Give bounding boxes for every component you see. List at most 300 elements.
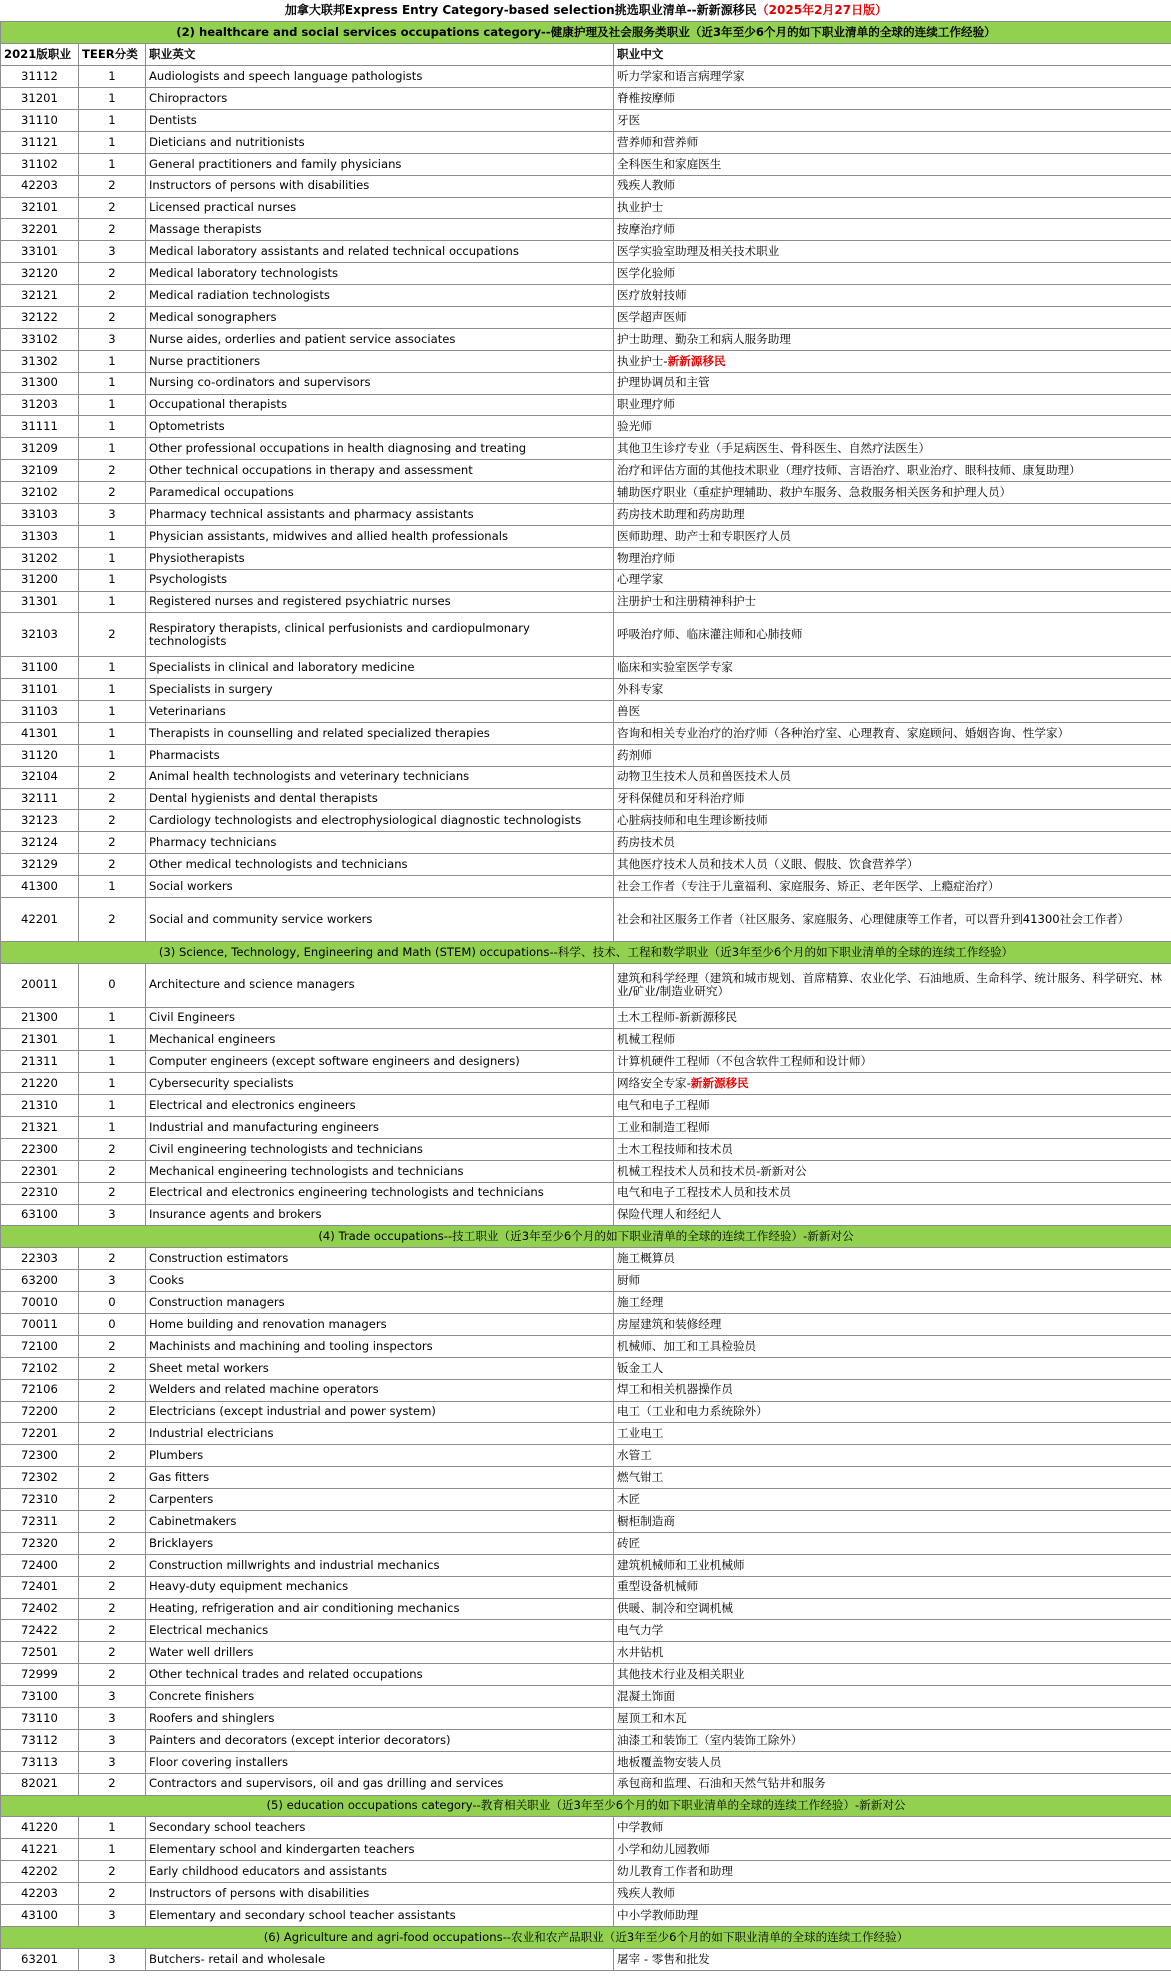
occupation-chinese <box>614 1007 1171 1029</box>
occupation-english: Other medical technologists and technicians <box>146 854 614 876</box>
occupation-english: Pharmacists <box>146 744 614 766</box>
occupation-chinese <box>614 1051 1171 1073</box>
occupation-chinese <box>614 372 1171 394</box>
occupation-code: 31202 <box>1 547 79 569</box>
occupation-code: 22303 <box>1 1248 79 1270</box>
teer-category: 1 <box>79 525 146 547</box>
table-row <box>1 1620 1171 1642</box>
occupation-code: 41300 <box>1 876 79 898</box>
occupation-english: Animal health technologists and veterinary technicians <box>146 766 614 788</box>
occupation-code: 70011 <box>1 1313 79 1335</box>
teer-category: 2 <box>79 263 146 285</box>
occupation-chinese-text: 牙医 <box>617 112 641 127</box>
teer-category: 3 <box>79 1948 146 1970</box>
teer-category: 1 <box>79 1073 146 1095</box>
occupation-chinese <box>614 1598 1171 1620</box>
occupation-english: Welders and related machine operators <box>146 1379 614 1401</box>
section-heading: (6) Agriculture and agri-food occupations--农业和农产品职业（近3年至少6个月的如下职业清单的全球的连续工作经验） <box>1 1926 1171 1948</box>
teer-category: 2 <box>79 1576 146 1598</box>
teer-category: 1 <box>79 547 146 569</box>
occupation-chinese <box>614 1160 1171 1182</box>
section-heading: (4) Trade occupations--技工职业（近3年至少6个月的如下职业清单的全球的连续工作经验）-新新对公 <box>1 1226 1171 1248</box>
occupation-english: Medical radiation technologists <box>146 285 614 307</box>
occupation-english: Medical laboratory assistants and related technical occupations <box>146 241 614 263</box>
occupation-chinese-text: 中小学教师助理 <box>617 1907 699 1922</box>
occupation-chinese-text: 木匠 <box>617 1491 641 1506</box>
table-row <box>1 241 1171 263</box>
occupation-code: 32103 <box>1 613 79 657</box>
occupation-english: Carpenters <box>146 1489 614 1511</box>
occupation-chinese-text: 工业和制造工程师 <box>617 1119 710 1134</box>
teer-category: 2 <box>79 1664 146 1686</box>
occupation-english: Butchers- retail and wholesale <box>146 1948 614 1970</box>
occupation-chinese-text: 心脏病技师和电生理诊断技师 <box>617 813 768 828</box>
occupation-english: Civil engineering technologists and technicians <box>146 1138 614 1160</box>
table-row <box>1 175 1171 197</box>
occupation-code: 72400 <box>1 1554 79 1576</box>
table-row <box>1 854 1171 876</box>
occupation-chinese <box>614 963 1171 1007</box>
occupation-chinese-text: 屋顶工和木瓦 <box>617 1710 687 1725</box>
occupation-chinese <box>614 1489 1171 1511</box>
table-row <box>1 109 1171 131</box>
occupation-chinese-text: 呼吸治疗师、临床灌注师和心肺技师 <box>617 627 803 642</box>
occupation-english: Medical laboratory technologists <box>146 263 614 285</box>
occupation-chinese <box>614 1138 1171 1160</box>
occupation-english: Specialists in surgery <box>146 679 614 701</box>
occupation-english: Early childhood educators and assistants <box>146 1861 614 1883</box>
teer-category: 2 <box>79 1357 146 1379</box>
occupation-chinese-text: 心理学家 <box>617 572 664 587</box>
highlight-tag: 新新源移民 <box>667 353 726 368</box>
occupation-english: Roofers and shinglers <box>146 1708 614 1730</box>
occupation-chinese-text: 兽医 <box>617 703 641 718</box>
occupation-english: Chiropractors <box>146 88 614 110</box>
table-row <box>1 1270 1171 1292</box>
occupation-english: Construction managers <box>146 1292 614 1314</box>
teer-category: 3 <box>79 241 146 263</box>
occupation-code: 33102 <box>1 328 79 350</box>
teer-category: 2 <box>79 832 146 854</box>
occupation-chinese-text: 残疾人教师 <box>617 178 675 193</box>
occupation-english: Home building and renovation managers <box>146 1313 614 1335</box>
occupation-chinese-text: 建筑机械师和工业机械师 <box>617 1557 745 1572</box>
occupation-chinese-text: 工业电工 <box>617 1426 664 1441</box>
table-row <box>1 1423 1171 1445</box>
occupation-code: 43100 <box>1 1905 79 1927</box>
teer-category: 2 <box>79 1248 146 1270</box>
occupation-english: Civil Engineers <box>146 1007 614 1029</box>
teer-category: 1 <box>79 394 146 416</box>
teer-category: 1 <box>79 1817 146 1839</box>
occupation-chinese <box>614 1204 1171 1226</box>
occupation-code: 31111 <box>1 416 79 438</box>
table-row <box>1 1313 1171 1335</box>
occupation-chinese <box>614 1270 1171 1292</box>
occupation-chinese-text: 施工概算员 <box>617 1251 675 1266</box>
table-row <box>1 1642 1171 1664</box>
occupation-chinese-text: 听力学家和语言病理学家 <box>617 68 745 83</box>
occupation-english: Cardiology technologists and electrophysiological diagnostic technologists <box>146 810 614 832</box>
occupation-english: Industrial electricians <box>146 1423 614 1445</box>
occupation-code: 72300 <box>1 1445 79 1467</box>
occupation-chinese <box>614 1708 1171 1730</box>
occupation-english: Therapists in counselling and related specialized therapies <box>146 722 614 744</box>
occupation-english: Nurse practitioners <box>146 350 614 372</box>
occupation-code: 22310 <box>1 1182 79 1204</box>
occupation-chinese <box>614 876 1171 898</box>
teer-category: 2 <box>79 1335 146 1357</box>
occupation-code: 72102 <box>1 1357 79 1379</box>
table-row <box>1 722 1171 744</box>
occupation-chinese-text: 水井钻机 <box>617 1645 664 1660</box>
occupation-code: 70010 <box>1 1292 79 1314</box>
occupation-chinese-text: 其他技术行业及相关职业 <box>617 1667 745 1682</box>
teer-category: 1 <box>79 153 146 175</box>
teer-category: 2 <box>79 482 146 504</box>
occupation-chinese-text: 焊工和相关机器操作员 <box>617 1382 733 1397</box>
occupation-chinese-text: 供暖、制冷和空调机械 <box>617 1601 733 1616</box>
occupation-chinese <box>614 197 1171 219</box>
table-row <box>1 482 1171 504</box>
table-row <box>1 1511 1171 1533</box>
occupation-chinese <box>614 1751 1171 1773</box>
teer-category: 1 <box>79 131 146 153</box>
teer-category: 1 <box>79 701 146 723</box>
occupation-chinese-text: 小学和幼儿园教师 <box>617 1842 710 1857</box>
occupation-code: 31100 <box>1 657 79 679</box>
table-row <box>1 438 1171 460</box>
occupation-chinese-text: 电工（工业和电力系统除外） <box>617 1404 768 1419</box>
occupation-code: 73113 <box>1 1751 79 1773</box>
occupation-code: 33101 <box>1 241 79 263</box>
occupation-english: Physician assistants, midwives and allied health professionals <box>146 525 614 547</box>
occupation-chinese-text: 网络安全专家- <box>617 1075 691 1090</box>
occupation-english: Pharmacy technical assistants and pharmacy assistants <box>146 503 614 525</box>
occupation-code: 22301 <box>1 1160 79 1182</box>
teer-category: 1 <box>79 591 146 613</box>
occupation-chinese-text: 社会和社区服务工作者（社区服务、家庭服务、心理健康等工作者，可以晋升到41300社会工作者） <box>617 911 1130 926</box>
occupation-code: 32102 <box>1 482 79 504</box>
teer-category: 1 <box>79 372 146 394</box>
occupation-english: Mechanical engineers <box>146 1029 614 1051</box>
title-main: 加拿大联邦Express Entry Category-based selection挑选职业清单--新新源移民 <box>284 2 757 17</box>
teer-category: 0 <box>79 963 146 1007</box>
occupation-code: 72201 <box>1 1423 79 1445</box>
teer-category: 3 <box>79 503 146 525</box>
occupation-chinese <box>614 175 1171 197</box>
occupation-chinese <box>614 66 1171 88</box>
teer-category: 2 <box>79 1401 146 1423</box>
occupation-chinese <box>614 219 1171 241</box>
teer-category: 2 <box>79 810 146 832</box>
occupation-code: 42202 <box>1 1861 79 1883</box>
table-row <box>1 394 1171 416</box>
occupation-chinese <box>614 766 1171 788</box>
occupation-code: 31200 <box>1 569 79 591</box>
table-row <box>1 1554 1171 1576</box>
occupation-code: 42201 <box>1 898 79 942</box>
occupation-english: Other technical occupations in therapy and assessment <box>146 460 614 482</box>
teer-category: 2 <box>79 306 146 328</box>
teer-category: 3 <box>79 328 146 350</box>
table-row <box>1 372 1171 394</box>
occupation-chinese-text: 职业理疗师 <box>617 397 675 412</box>
occupation-chinese-text: 砖匠 <box>617 1535 641 1550</box>
occupation-code: 41220 <box>1 1817 79 1839</box>
section-heading-row <box>1 22 1171 44</box>
occupation-chinese <box>614 1883 1171 1905</box>
occupation-chinese-text: 执业护士- <box>617 353 668 368</box>
table-row <box>1 547 1171 569</box>
occupation-code: 21220 <box>1 1073 79 1095</box>
teer-category: 2 <box>79 766 146 788</box>
teer-category: 2 <box>79 219 146 241</box>
occupation-chinese-text: 社会工作者（专注于儿童福利、家庭服务、矫正、老年医学、上瘾症治疗） <box>617 878 1000 893</box>
table-row <box>1 591 1171 613</box>
occupation-code: 72311 <box>1 1511 79 1533</box>
occupation-english: Registered nurses and registered psychiatric nurses <box>146 591 614 613</box>
table-row <box>1 1751 1171 1773</box>
teer-category: 2 <box>79 1182 146 1204</box>
occupation-english: Specialists in clinical and laboratory medicine <box>146 657 614 679</box>
occupation-chinese <box>614 241 1171 263</box>
occupation-chinese <box>614 1029 1171 1051</box>
occupation-chinese <box>614 525 1171 547</box>
teer-category: 1 <box>79 876 146 898</box>
table-row <box>1 1576 1171 1598</box>
teer-category: 2 <box>79 460 146 482</box>
table-row <box>1 1467 1171 1489</box>
occupation-english: Bricklayers <box>146 1532 614 1554</box>
occupation-code: 22300 <box>1 1138 79 1160</box>
teer-category: 2 <box>79 1883 146 1905</box>
occupation-english: Pharmacy technicians <box>146 832 614 854</box>
table-row <box>1 1073 1171 1095</box>
occupation-code: 32101 <box>1 197 79 219</box>
occupation-chinese <box>614 1292 1171 1314</box>
teer-category: 2 <box>79 788 146 810</box>
teer-category: 1 <box>79 722 146 744</box>
teer-category: 1 <box>79 1029 146 1051</box>
teer-category: 2 <box>79 197 146 219</box>
occupation-english: Nursing co-ordinators and supervisors <box>146 372 614 394</box>
table-row <box>1 1095 1171 1117</box>
teer-category: 2 <box>79 613 146 657</box>
table-row <box>1 898 1171 942</box>
occupation-chinese <box>614 1511 1171 1533</box>
table-row <box>1 525 1171 547</box>
occupation-chinese <box>614 591 1171 613</box>
occupation-english: Sheet metal workers <box>146 1357 614 1379</box>
teer-category: 2 <box>79 854 146 876</box>
table-row <box>1 1532 1171 1554</box>
occupation-code: 21321 <box>1 1116 79 1138</box>
table-row <box>1 1248 1171 1270</box>
occupation-english: Electrical and electronics engineers <box>146 1095 614 1117</box>
occupation-code: 72200 <box>1 1401 79 1423</box>
occupation-code: 31112 <box>1 66 79 88</box>
section-heading: (3) Science, Technology, Engineering and Math (STEM) occupations--科学、技术、工程和数学职业（近3年至少6个月的如下职业清单的全球的连续工作经验） <box>1 941 1171 963</box>
occupation-chinese <box>614 109 1171 131</box>
table-row <box>1 263 1171 285</box>
occupation-code: 21311 <box>1 1051 79 1073</box>
occupation-chinese <box>614 1554 1171 1576</box>
occupation-code: 21301 <box>1 1029 79 1051</box>
occupation-chinese-text: 外科专家 <box>617 681 664 696</box>
occupation-chinese-text: 药房技术助理和药房助理 <box>617 506 745 521</box>
teer-category: 2 <box>79 1861 146 1883</box>
occupation-code: 33103 <box>1 503 79 525</box>
occupation-chinese <box>614 1729 1171 1751</box>
teer-category: 2 <box>79 1598 146 1620</box>
occupation-chinese-text: 油漆工和装饰工（室内装饰工除外） <box>617 1732 803 1747</box>
table-row <box>1 963 1171 1007</box>
occupation-chinese <box>614 1379 1171 1401</box>
section-heading: (2) healthcare and social services occupations category--健康护理及社会服务类职业（近3年至少6个月的如下职业清单的全球的连续工作经验） <box>1 22 1171 44</box>
occupation-chinese <box>614 1664 1171 1686</box>
occupation-chinese <box>614 503 1171 525</box>
table-row <box>1 1029 1171 1051</box>
occupation-code: 31301 <box>1 591 79 613</box>
occupation-chinese-text: 脊椎按摩师 <box>617 90 675 105</box>
occupation-english: Instructors of persons with disabilities <box>146 1883 614 1905</box>
teer-category: 2 <box>79 1467 146 1489</box>
occupation-chinese-text: 医疗放射技师 <box>617 287 687 302</box>
teer-category: 0 <box>79 1292 146 1314</box>
occupation-code: 31302 <box>1 350 79 372</box>
occupation-english: Contractors and supervisors, oil and gas drilling and services <box>146 1773 614 1795</box>
table-row <box>1 876 1171 898</box>
teer-category: 1 <box>79 1116 146 1138</box>
table-row <box>1 1839 1171 1861</box>
occupation-chinese-text: 钣金工人 <box>617 1360 664 1375</box>
table-row <box>1 1138 1171 1160</box>
occupation-chinese-text: 营养师和营养师 <box>617 134 699 149</box>
occupation-chinese-text: 水管工 <box>617 1448 652 1463</box>
occupation-chinese-text: 幼儿教育工作者和助理 <box>617 1864 733 1879</box>
occupation-chinese <box>614 898 1171 942</box>
table-row <box>1 1292 1171 1314</box>
occupation-chinese <box>614 350 1171 372</box>
occupation-code: 72501 <box>1 1642 79 1664</box>
occupation-code: 21310 <box>1 1095 79 1117</box>
occupation-chinese <box>614 1905 1171 1927</box>
occupation-code: 31300 <box>1 372 79 394</box>
occupation-chinese-text: 物理治疗师 <box>617 550 675 565</box>
teer-category: 2 <box>79 1532 146 1554</box>
occupation-code: 21300 <box>1 1007 79 1029</box>
occupation-code: 20011 <box>1 963 79 1007</box>
occupation-chinese <box>614 1861 1171 1883</box>
occupation-chinese-text: 厨师 <box>617 1272 641 1287</box>
occupation-english: Respiratory therapists, clinical perfusionists and cardiopulmonary technologists <box>146 613 614 657</box>
highlight-tag: 新新源移民 <box>690 1075 749 1090</box>
occupation-code: 72402 <box>1 1598 79 1620</box>
occupation-chinese-text: 全科医生和家庭医生 <box>617 156 722 171</box>
occupation-english: Heating, refrigeration and air conditioning mechanics <box>146 1598 614 1620</box>
occupation-chinese <box>614 1817 1171 1839</box>
table-row <box>1 1729 1171 1751</box>
occupation-code: 72320 <box>1 1532 79 1554</box>
occupation-english: Cybersecurity specialists <box>146 1073 614 1095</box>
occupation-code: 31120 <box>1 744 79 766</box>
occupation-english: Psychologists <box>146 569 614 591</box>
occupation-english: Cooks <box>146 1270 614 1292</box>
teer-category: 1 <box>79 66 146 88</box>
table-row <box>1 1489 1171 1511</box>
teer-category: 2 <box>79 1554 146 1576</box>
occupation-chinese <box>614 1116 1171 1138</box>
teer-category: 3 <box>79 1905 146 1927</box>
occupation-code: 32129 <box>1 854 79 876</box>
occupation-chinese <box>614 438 1171 460</box>
occupation-english: Painters and decorators (except interior decorators) <box>146 1729 614 1751</box>
teer-category: 1 <box>79 744 146 766</box>
table-row <box>1 1773 1171 1795</box>
teer-category: 1 <box>79 350 146 372</box>
occupation-english: Heavy-duty equipment mechanics <box>146 1576 614 1598</box>
table-row <box>1 1686 1171 1708</box>
teer-category: 2 <box>79 1445 146 1467</box>
occupation-chinese <box>614 701 1171 723</box>
occupation-chinese <box>614 744 1171 766</box>
occupation-english: Plumbers <box>146 1445 614 1467</box>
occupation-english: Other professional occupations in health diagnosing and treating <box>146 438 614 460</box>
occupation-chinese-text: 混凝土饰面 <box>617 1688 675 1703</box>
occupation-code: 32124 <box>1 832 79 854</box>
teer-category: 1 <box>79 657 146 679</box>
occupation-chinese-text: 医师助理、助产士和专职医疗人员 <box>617 528 791 543</box>
table-row <box>1 1379 1171 1401</box>
occupation-chinese <box>614 1642 1171 1664</box>
occupation-chinese <box>614 1357 1171 1379</box>
occupation-chinese <box>614 1576 1171 1598</box>
occupation-chinese-text: 护士助理、勤杂工和病人服务助理 <box>617 331 791 346</box>
occupation-chinese <box>614 460 1171 482</box>
occupation-chinese <box>614 1073 1171 1095</box>
occupation-code: 72302 <box>1 1467 79 1489</box>
teer-category: 1 <box>79 569 146 591</box>
occupation-chinese <box>614 1423 1171 1445</box>
occupation-code: 32122 <box>1 306 79 328</box>
occupation-chinese <box>614 1532 1171 1554</box>
occupation-chinese-text: 按摩治疗师 <box>617 222 675 237</box>
occupation-chinese-text: 电气和电子工程师 <box>617 1097 710 1112</box>
teer-category: 1 <box>79 88 146 110</box>
occupation-code: 42203 <box>1 175 79 197</box>
teer-category: 1 <box>79 416 146 438</box>
occupation-chinese-text: 中学教师 <box>617 1820 664 1835</box>
occupation-chinese-text: 其他医疗技术人员和技术人员（义眼、假肢、饮食营养学） <box>617 857 919 872</box>
table-row <box>1 1905 1171 1927</box>
title-date: （2025年2月27日版） <box>756 2 888 17</box>
occupation-chinese <box>614 328 1171 350</box>
table-row <box>1 613 1171 657</box>
occupation-english: Insurance agents and brokers <box>146 1204 614 1226</box>
occupation-english: Industrial and manufacturing engineers <box>146 1116 614 1138</box>
occupation-chinese-text: 咨询和相关专业治疗的治疗师（各种治疗室、心理教育、家庭顾问、婚姻咨询、性学家） <box>617 725 1070 740</box>
table-row <box>1 1861 1171 1883</box>
occupation-english: Secondary school teachers <box>146 1817 614 1839</box>
occupation-chinese <box>614 1773 1171 1795</box>
table-row <box>1 1948 1171 1970</box>
occupation-english: Electricians (except industrial and power system) <box>146 1401 614 1423</box>
occupation-chinese-text: 药剂师 <box>617 747 652 762</box>
occupation-chinese <box>614 1335 1171 1357</box>
occupation-chinese <box>614 1248 1171 1270</box>
occupation-code: 63201 <box>1 1948 79 1970</box>
